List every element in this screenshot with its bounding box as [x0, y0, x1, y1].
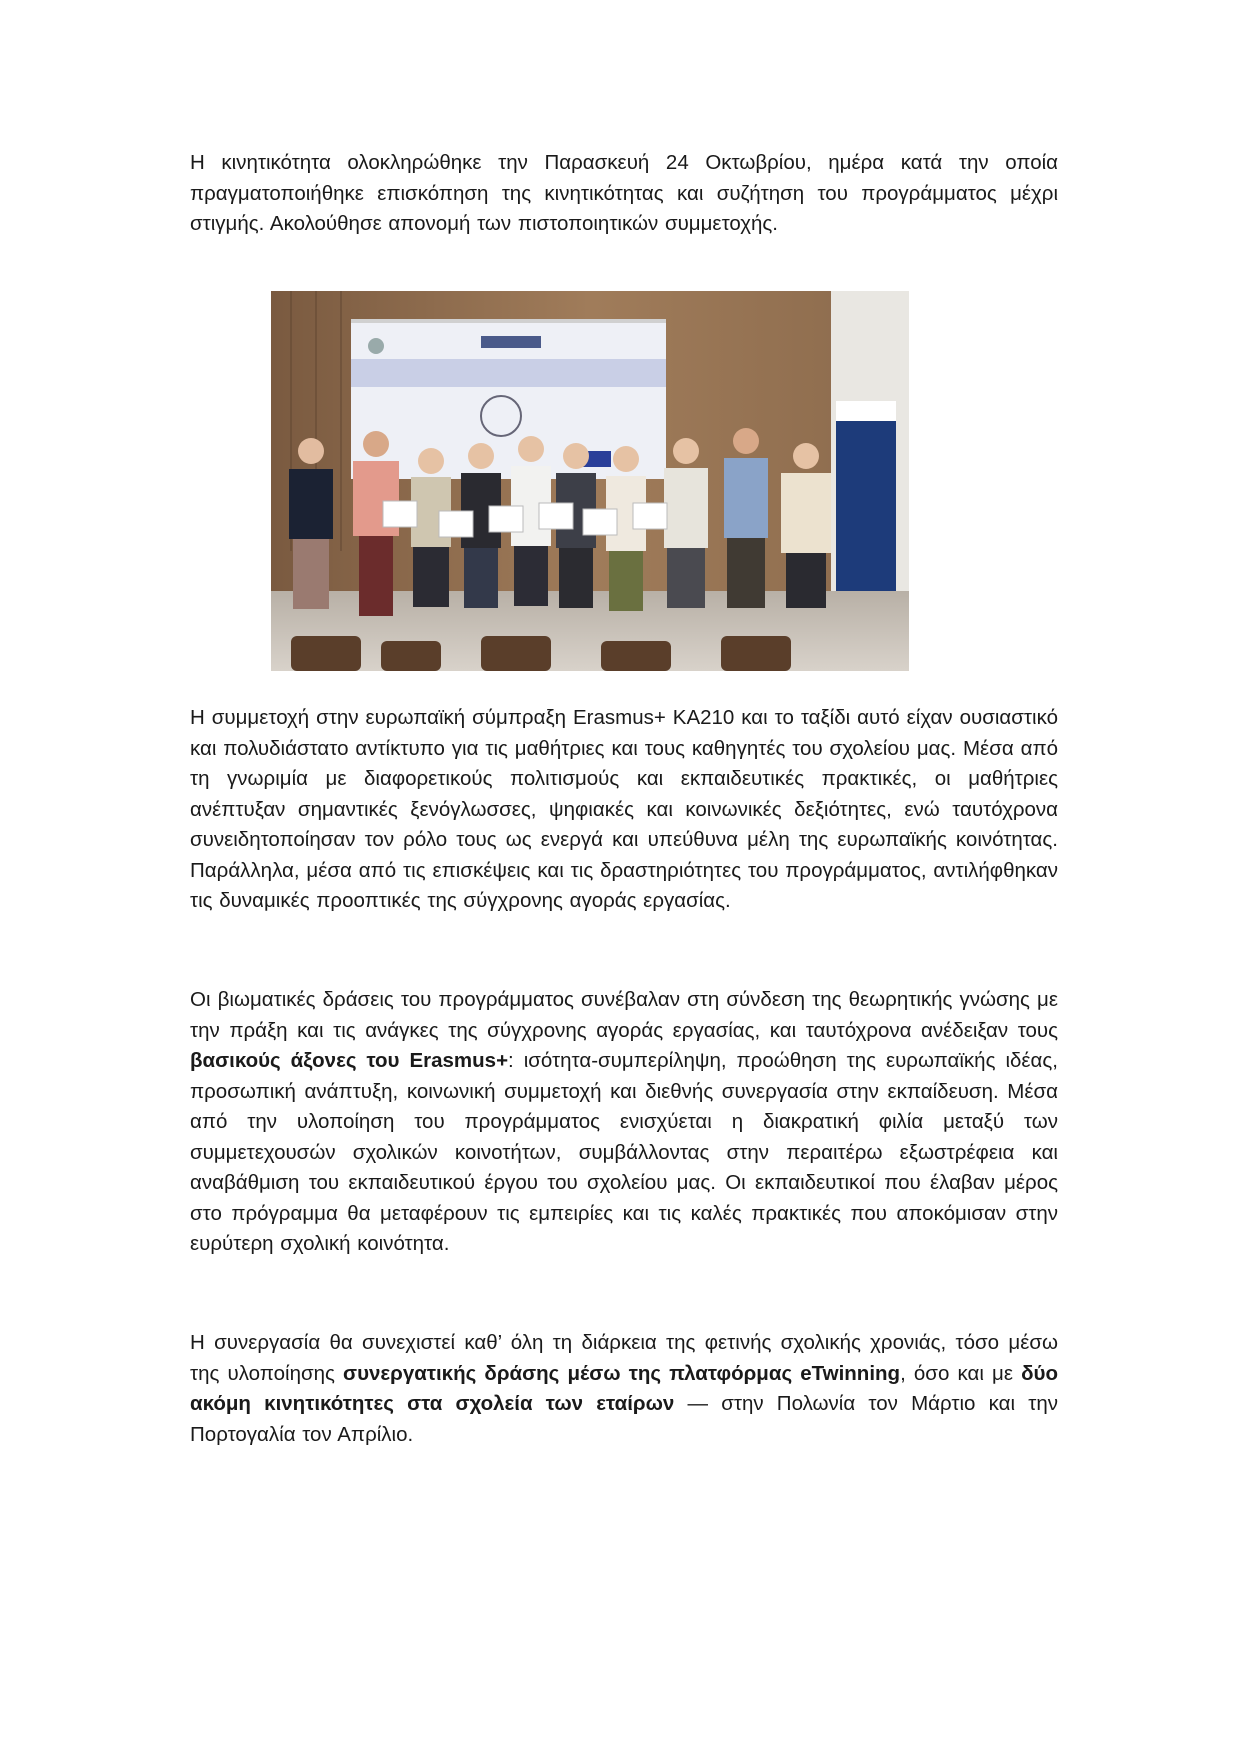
p4-text-c: , όσο και με: [900, 1361, 1022, 1385]
paragraph-cooperation: [190, 1328, 1058, 1450]
p4-bold-mobilities: δύο ακόμη κινητικότητες στα σχολεία των εταίρων: [190, 1361, 1058, 1415]
p3-text-a: Οι βιωματικές δράσεις του προγράμματος συνέβαλαν στη σύνδεση της θεωρητικής γνώσης με την πράξη και τις ανάγκες της σύγχρονης αγοράς εργασίας, και ταυτόχρονα ανέδειξαν τους: [190, 988, 1058, 1042]
p3-bold-erasmus-axes: βασικούς άξονες του Erasmus+: [190, 1049, 509, 1072]
paragraph-experiential-actions: [190, 985, 1058, 1260]
group-photo: [271, 291, 909, 671]
p4-bold-etwinning: συνεργατικής δράσης μέσω της πλατφόρμας eTwinning: [343, 1361, 901, 1385]
paragraph-impact: Η συμμετοχή στην ευρωπαϊκή σύμπραξη Erasmus+ KA210 και το ταξίδι αυτό είχαν ουσιαστικό και πολυδιάστατο αντίκτυπο για τις μαθήτριες και τους καθηγητές του σχολείου μας. Μέσα από τη γνωριμία με διαφορετικούς πολιτισμούς και εκπαιδευτικές πρακτικές, οι μαθήτριες ανέπτυξαν σημαντικές ξενόγλωσσες, ψηφιακές και κοινωνικές δεξιότητες, ενώ ταυτόχρονα συνειδητοποίησαν τον ρόλο τους ως ενεργά και υπεύθυνα μέλη της ευρωπαϊκής κοινότητας. Παράλληλα, μέσα από τις επισκέψεις και τις δραστηριότητες του προγράμματος, αντιλήφθηκαν τις δυναμικές προοπτικές της σύγχρονης αγοράς εργασίας.: [190, 706, 1058, 912]
p3-text-c: : ισότητα-συμπερίληψη, προώθηση της ευρωπαϊκής ιδέας, προσωπική ανάπτυξη, κοινωνική συμμετοχή και διεθνής συνεργασία στην εκπαίδευση. Μέσα από την υλοποίηση του προγράμματος ενισχύεται η διακρατική φιλία μεταξύ των συμμετεχουσών σχολικών κοινοτήτων, συμβάλλοντας στην περαιτέρω εξωστρέφεια και αναβάθμιση του εκπαιδευτικού έργου του σχολείου μας. Οι εκπαιδευτικοί που έλαβαν μέρος στο πρόγραμμα θα μεταφέρουν τις εμπειρίες και τις καλές πρακτικές που αποκόμισαν στην ευρύτερη σχολική κοινότητα.: [190, 1049, 1058, 1255]
p4-text-e: — στην Πολωνία τον Μάρτιο και την Πορτογαλία τον Απρίλιο.: [190, 1392, 1058, 1446]
p4-text-a: Η συνεργασία θα συνεχιστεί καθ’ όλη τη διάρκεια της φετινής σχολικής χρονιάς, τόσο μέσω της υλοποίησης: [190, 1331, 1058, 1385]
paragraph-closing-day: Η κινητικότητα ολοκληρώθηκε την Παρασκευή 24 Οκτωβρίου, ημέρα κατά την οποία πραγματοποιήθηκε επισκόπηση της κινητικότητας και συζήτηση του προγράμματος μέχρι στιγμής. Ακολούθησε απονομή των πιστοποιητικών συμμετοχής.: [190, 151, 1058, 235]
